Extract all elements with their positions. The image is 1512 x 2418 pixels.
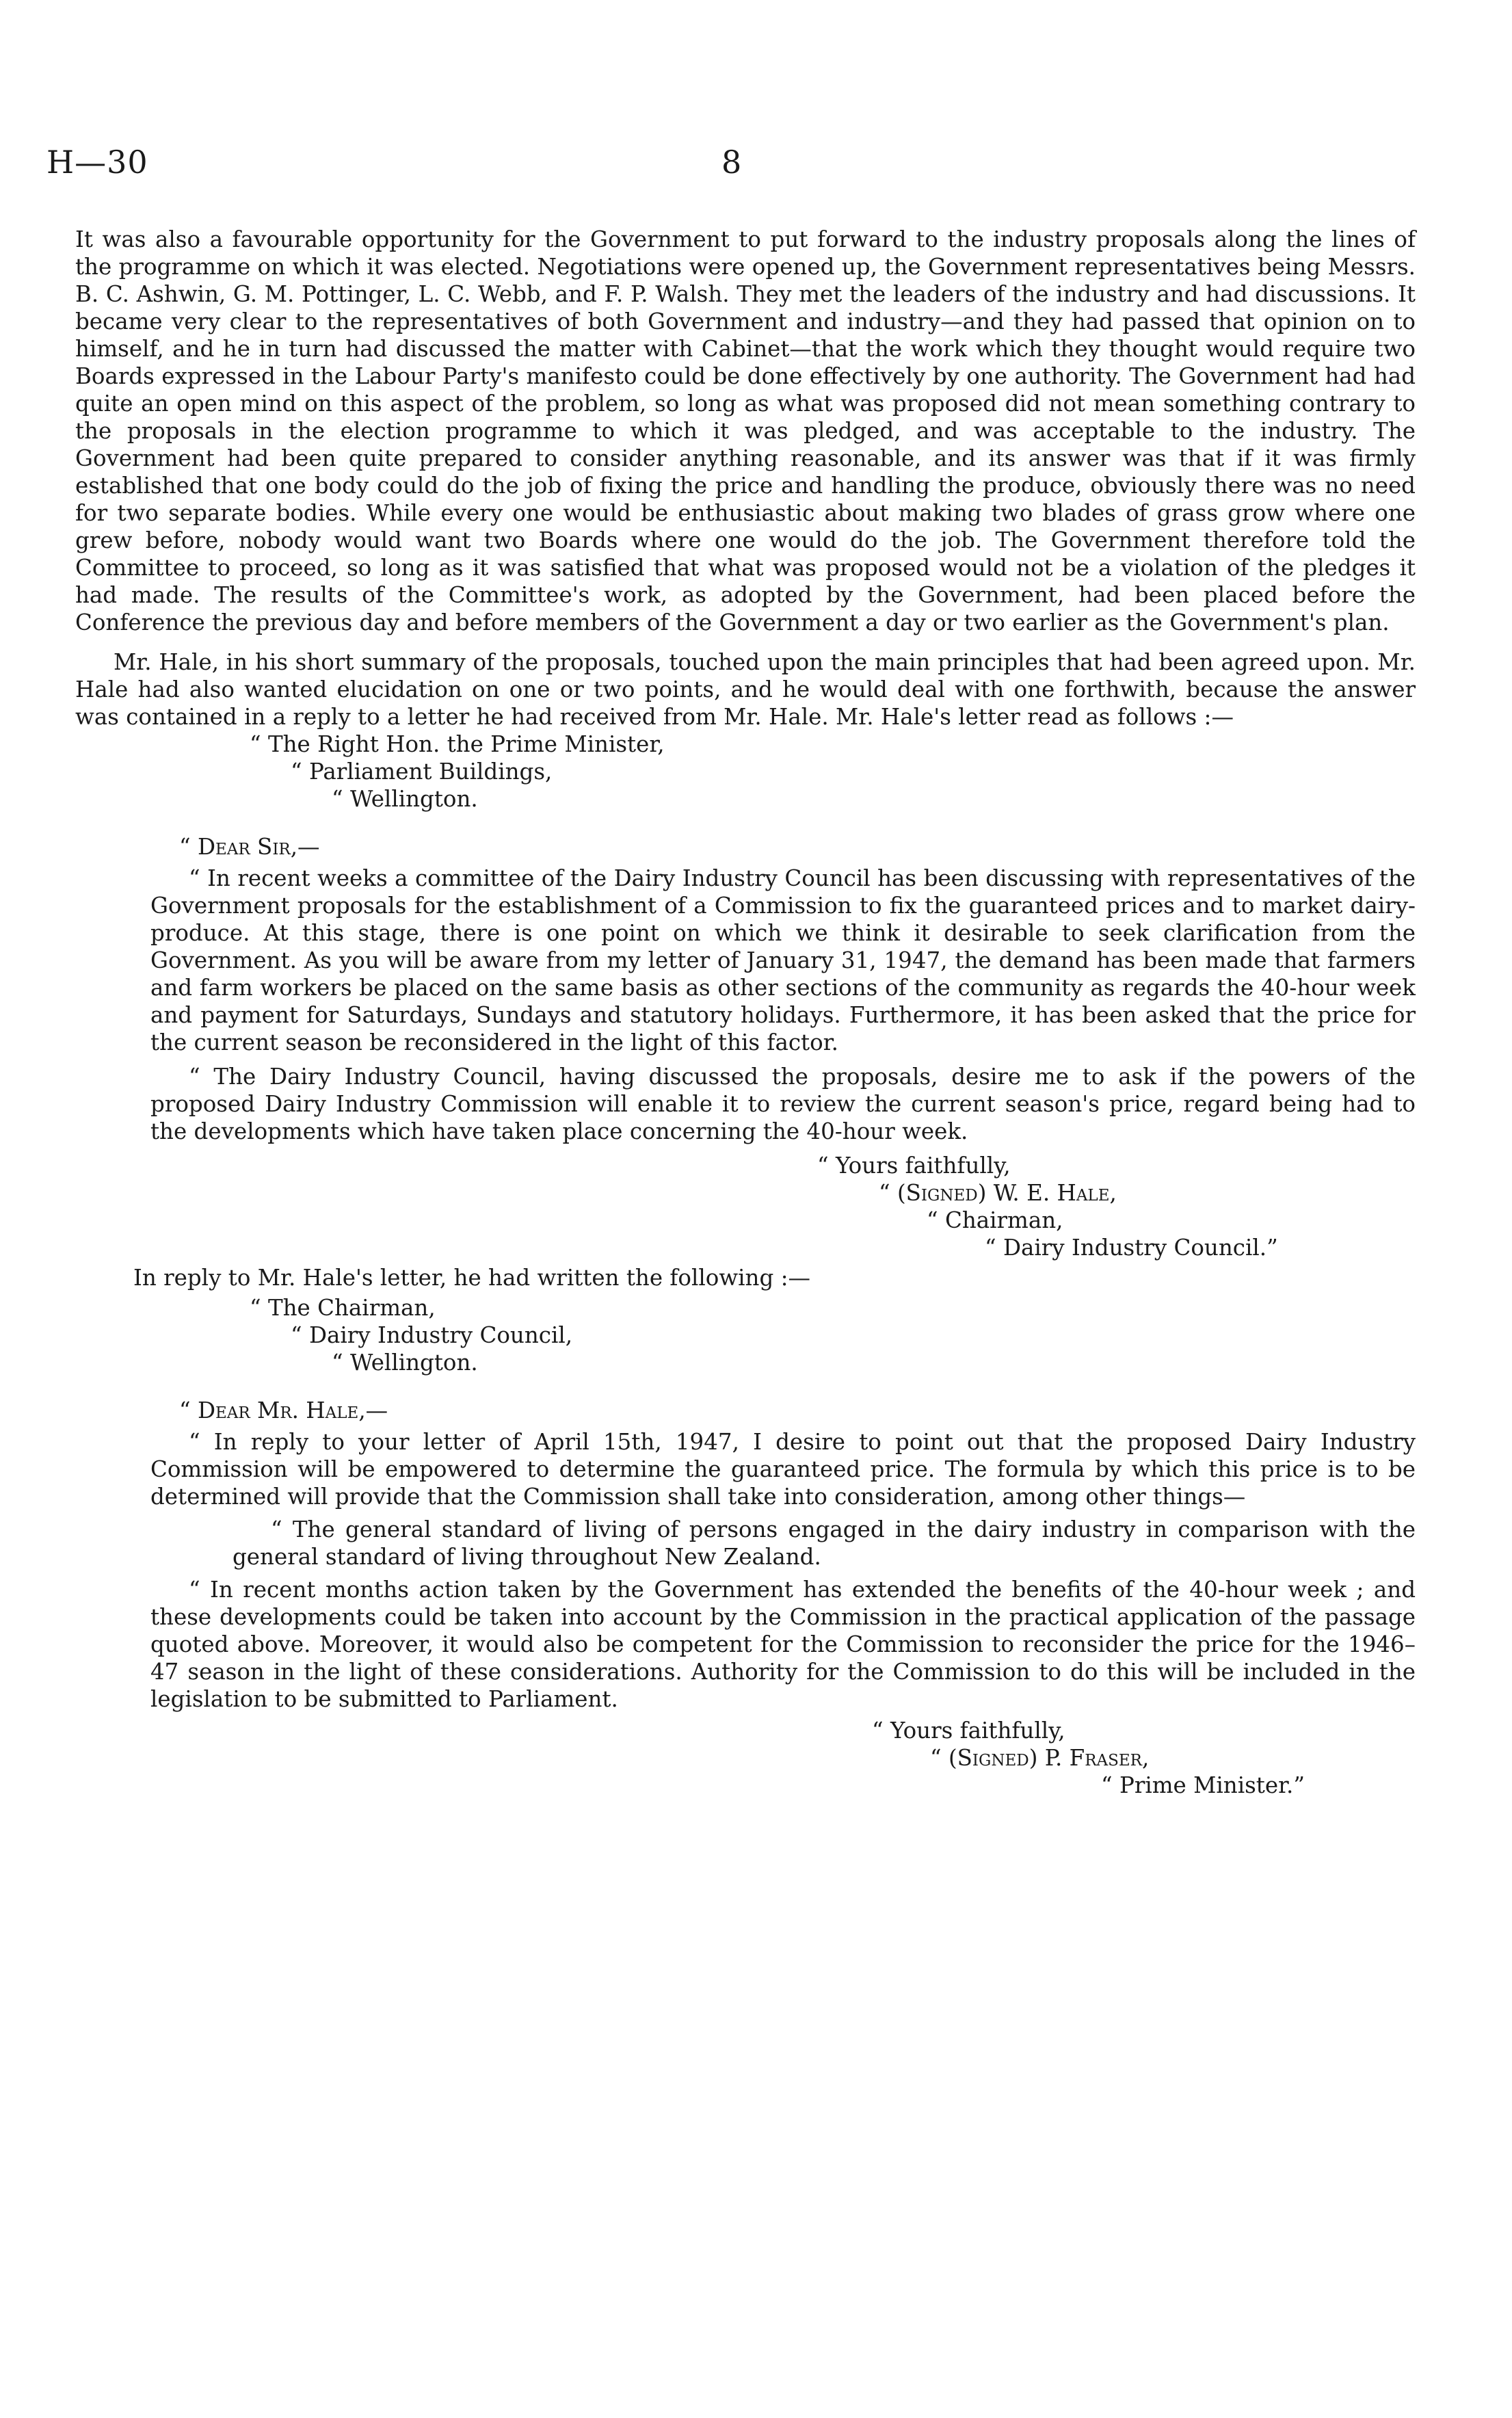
letter2-signature-line-3: “ Prime Minister.”: [1101, 1772, 1305, 1798]
letter1-paragraph-2: “ The Dairy Industry Council, having discussed the proposals, desire me to ask if the powers of the proposed Dairy Industry Commission will enable it to review the current season's price, regard being had to the developments which have taken place concerning the 40-hour week.: [150, 1064, 1416, 1144]
letter2-signature-line-1: “ Yours faithfully,: [872, 1718, 1065, 1744]
reply-intro: In reply to Mr. Hale's letter, he had written the following :—: [133, 1265, 811, 1291]
page-number: 8: [721, 144, 742, 181]
letter1-signature: [75, 1152, 1416, 1261]
letter1-salutation: “ Dear Sir,—: [179, 834, 320, 860]
letter2-paragraph-1: “ In reply to your letter of April 15th, 1947, I desire to point out that the proposed Dairy Industry Commission will be empowered to determine the guaranteed price. The formula by which this price is to be determined will provide that the Commission shall take into consideration, among other things—: [150, 1429, 1416, 1510]
letter1-address-line-1: “ The Right Hon. the Prime Minister,: [250, 731, 665, 757]
letter2-signature: [75, 1717, 1416, 1799]
letter2-address-line-1: “ The Chairman,: [250, 1295, 436, 1321]
letter2-body: [150, 1428, 1416, 1713]
letter1-address: [75, 731, 1416, 813]
letter2-address-line-2: “ Dairy Industry Council,: [291, 1322, 573, 1348]
paragraph-1: It was also a favourable opportunity for the Government to put forward to the industry proposals along the lines of the programme on which it was elected. Negotiations were opened up, the Government representatives being Messrs. B. C. Ashwin, G. M. Pottinger, L. C. Webb, and F. P. Walsh. They met the leaders of the industry and had discussions. It became very clear to the representatives of both Government and industry—and they had passed that opinion on to himself, and he in turn had discussed the matter with Cabinet—that the work which they thought would require two Boards expressed in the Labour Party's manifesto could be done effectively by one authority. The Government had had quite an open mind on this aspect of the problem, so long as what was proposed did not mean something contrary to the proposals in the election programme to which it was pledged, and was acceptable to the industry. The Government had been quite prepared to consider anything reasonable, and its answer was that if it was firmly established that one body could do the job of fixing the price and handling the produce, obviously there was no need for two separate bodies. While every one would be enthusiastic about making two blades of grass grow where one grew before, nobody would want two Boards where one would do the job. The Government therefore told the Committee to proceed, so long as it was satisfied that what was proposed would not be a violation of the pledges it had made. The results of the Committee's work, as adopted by the Government, had been placed before the Conference the previous day and before members of the Government a day or two earlier as the Government's plan.: [75, 226, 1416, 635]
paragraph-2: Mr. Hale, in his short summary of the proposals, touched upon the main principles that had been agreed upon. Mr. Hale had also wanted elucidation on one or two points, and he would deal with one forthwith, because the answer was contained in a reply to a letter he had received from Mr. Hale. Mr. Hale's letter read as follows :—: [75, 649, 1416, 730]
letter1-paragraph-1: “ In recent weeks a committee of the Dairy Industry Council has been discussing with representatives of the Government proposals for the establishment of a Commission to fix the guaranteed prices and to market dairy-produce. At this stage, there is one point on which we think it desirable to seek clarification from the Government. As you will be aware from my letter of January 31, 1947, the demand has been made that farmers and farm workers be placed on the same basis as other sections of the community as regards the 40-hour week and payment for Saturdays, Sundays and statutory holidays. Furthermore, it has been asked that the price for the current season be reconsidered in the light of this factor.: [150, 865, 1416, 1055]
letter2-address-line-3: “ Wellington.: [332, 1350, 478, 1376]
document-body: [75, 226, 1416, 1799]
letter1-signature-line-3: “ Chairman,: [927, 1207, 1063, 1233]
letter1-signature-line-2: “ (Signed) W. E. Hale,: [879, 1180, 1117, 1206]
letter2-quoted-passage: “ The general standard of living of persons engaged in the dairy industry in comparison with the general standard of living throughout New Zealand.: [233, 1516, 1416, 1570]
letter1-signature-line-1: “ Yours faithfully,: [817, 1153, 1011, 1179]
letter2-paragraph-2: “ In recent months action taken by the Government has extended the benefits of the 40-hour week ; and these developments could be taken into account by the Commission in the practical application of the passage quoted above. Moreover, it would also be competent for the Commission to reconsider the price for the 1946–47 season in the light of these considerations. Authority for the Commission to do this will be included in the legislation to be submitted to Parliament.: [150, 1577, 1416, 1712]
letter2-salutation: “ Dear Mr. Hale,—: [179, 1397, 388, 1423]
document-code: H—30: [47, 144, 148, 181]
letter2-signature-line-2: “ (Signed) P. Fraser,: [930, 1745, 1150, 1771]
letter1-address-line-3: “ Wellington.: [332, 786, 478, 812]
letter1-address-line-2: “ Parliament Buildings,: [291, 759, 553, 785]
letter1-signature-line-4: “ Dairy Industry Council.”: [985, 1235, 1278, 1261]
letter2-address: [75, 1294, 1416, 1376]
letter1-body: [150, 865, 1416, 1145]
